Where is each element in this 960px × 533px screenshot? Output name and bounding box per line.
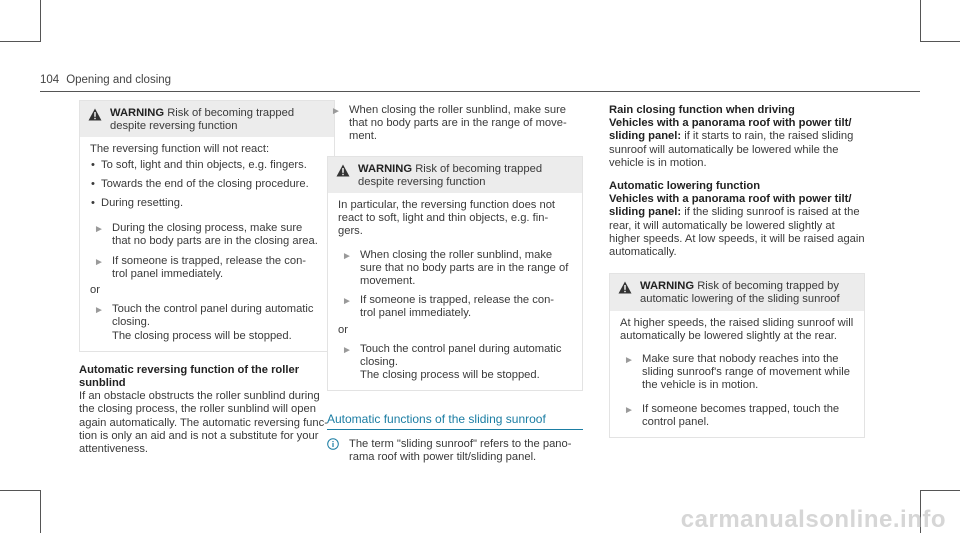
warning-text: Risk of becoming trapped by automatic lowering of the sliding sunroof [640,280,840,306]
crop-mark [40,0,41,42]
warning-body [610,311,864,437]
section-title: Opening and closing [66,74,172,86]
warning-text: Risk of becoming trapped despite reversing function [358,162,543,188]
vehicle-qualifier: Vehicles with a panorama roof with power tilt/ sliding panel: [609,117,852,143]
step-text: Touch the control panel during automatic closing. [360,342,562,369]
info-icon [327,438,349,464]
warning-label: WARNING [640,280,695,293]
warning-triangle-icon [618,280,640,306]
column-3 [609,100,865,438]
warning-box [609,273,865,438]
paragraph: At higher speeds, the raised sliding sunroof will automatically be lowered slightly at the rear. [620,316,854,342]
paragraph [609,193,865,259]
arrow-icon: ► [94,256,104,268]
or-text: or [338,323,348,336]
step-text: When closing the roller sunblind, make sure that no body parts are in the range of move‐ ment. [349,104,567,143]
warning-triangle-icon [336,163,358,189]
step-text: The closing process will be stopped. [112,329,292,342]
instruction-step [90,222,324,248]
instruction-step [338,249,572,289]
column-2 [327,100,583,464]
step-text: Touch the control panel during automatic closing. [112,303,314,329]
step-text: The closing process will be stopped. [360,369,540,382]
paragraph-text: if it starts to rain, the raised sliding sunroof will automatically be lowered while the vehicle is in motion. [609,130,854,169]
paragraph: In particular, the reversing function does not react to soft, light and thin objects, e.g. fin‐ gers. [338,199,556,238]
header-rule [40,91,920,92]
warning-triangle-icon [88,107,110,133]
warning-box [327,156,583,392]
instruction-step [90,255,324,281]
crop-mark [920,0,921,42]
column-1 [79,100,335,456]
warning-header [610,274,864,310]
list-item: • During resetting. [90,197,324,210]
warning-body [80,137,334,350]
step-text: If someone is trapped, release the con‐ trol panel immediately. [112,254,307,280]
note-text: The term "sliding sunroof" refers to the pano‐ rama roof with power tilt/sliding panel. [349,437,572,463]
page-header [40,74,171,87]
crop-mark [0,490,40,491]
vehicle-qualifier: Vehicles with a panorama roof with power tilt/ sliding panel: [609,193,852,219]
step-text: If someone becomes trapped, touch the control panel. [642,402,840,428]
arrow-icon: ► [342,250,352,262]
instruction-step [327,104,583,144]
warning-box [79,100,335,352]
step-text: During the closing process, make sure that no body parts are in the closing area. [112,222,318,248]
subheading: Automatic lowering function [609,180,761,193]
instruction-step [620,353,854,393]
arrow-icon: ► [94,224,104,236]
list-item: • To soft, light and thin objects, e.g. fingers. [90,159,324,172]
warning-label: WARNING [110,107,165,119]
arrow-icon: ► [342,296,352,308]
note [327,438,583,464]
arrow-icon: ► [94,305,104,317]
warning-text: Risk of becoming trapped despite reversing function [110,107,295,133]
section-heading: Automatic functions of the sliding sunroof [327,413,583,429]
instruction-step [338,343,572,383]
step-text: When closing the roller sunblind, make sure that no body parts are in the range of movement. [360,248,569,288]
watermark: carmanualsonline.info [680,505,946,533]
list-item: • Towards the end of the closing procedure. [90,178,324,191]
subheading: Rain closing function when driving [609,104,795,116]
instruction-step [620,403,854,429]
paragraph: If an obstacle obstructs the roller sunblind during the closing process, the roller sunblind will open again automatically. The automatic reversing func‐ tion is only an aid and is not a substitute for your attentiveness. [79,390,328,456]
warning-header [80,101,334,137]
subheading: Automatic reversing function of the roller sunblind [79,363,300,390]
step-text: Make sure that nobody reaches into the sliding sunroof's range of movement while the vehicle is in motion. [642,353,850,392]
arrow-icon: ► [624,404,634,416]
intro-text: The reversing function will not react: [90,143,270,156]
arrow-icon: ► [331,106,341,117]
instruction-step [90,303,324,343]
instruction-step [338,294,572,320]
warning-header [328,157,582,193]
crop-mark [40,490,41,533]
step-text: If someone is trapped, release the con‐ trol panel immediately. [360,294,555,320]
crop-mark [920,41,960,42]
or-text: or [90,284,100,297]
warning-label: WARNING [358,162,413,175]
arrow-icon: ► [342,344,352,356]
page-number: 104 [40,74,60,86]
paragraph [609,117,865,170]
paragraph-text: if the sliding sunroof is raised at the rear, it will automatically be lowered slightly at higher speeds. At low speeds, it will be raised again automatically. [609,206,865,259]
crop-mark [0,41,40,42]
warning-body [328,193,582,390]
arrow-icon: ► [624,355,634,367]
crop-mark [920,490,960,491]
bullet-list [90,159,324,211]
